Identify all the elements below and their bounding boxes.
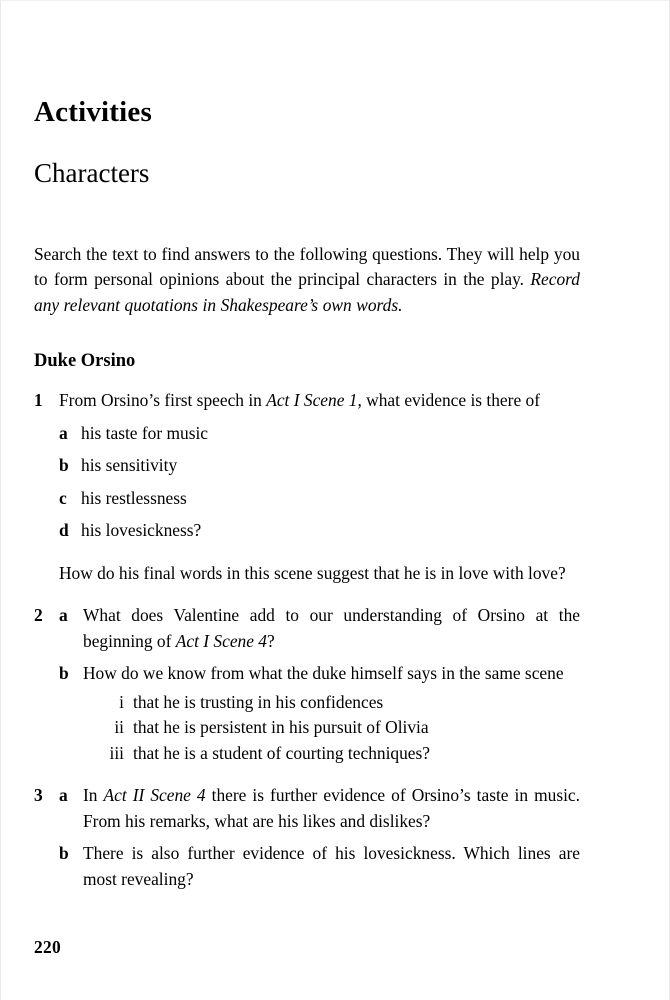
question-2-roman-list: [83, 690, 580, 767]
question-1-options: [59, 421, 580, 544]
part-a-reference: Act I Scene 4: [175, 630, 267, 651]
list-item: [59, 453, 580, 479]
roman-marker-i: i: [119, 691, 124, 712]
intro-paragraph: [34, 189, 580, 319]
part-a-reference: Act II Scene 4: [103, 785, 206, 806]
intro-roman-text: Search the text to find answers to the following questions. They will help you to form personal opinions about the principal characters in the play.: [34, 243, 580, 290]
question-3-number: 3: [34, 785, 43, 806]
roman-text-iii: that he is a student of courting techniques?: [133, 742, 431, 763]
question-3: [34, 783, 580, 892]
roman-marker-ii: ii: [114, 717, 124, 738]
page-content: [34, 1, 580, 892]
question-1-number: 1: [34, 390, 43, 411]
page-title: Activities: [34, 96, 152, 128]
intro-italic-text: Record any relevant quotations in Shakespeare’s own words.: [34, 269, 580, 315]
page-subtitle: Characters: [34, 157, 150, 188]
question-2-part-a: [59, 603, 580, 654]
option-text-b: his sensitivity: [81, 455, 178, 476]
question-1-stem-reference: Act I Scene 1: [266, 390, 358, 411]
part-a-post: there is further evidence of Orsino’s taste in music. From his remarks, what are his likes and dislikes?: [83, 785, 580, 831]
list-item: [101, 715, 580, 741]
part-marker-b: b: [59, 843, 69, 864]
part-text-a: [83, 783, 580, 834]
option-marker-c: c: [59, 487, 67, 508]
roman-text-ii: that he is persistent in his pursuit of Olivia: [133, 717, 429, 738]
question-2-number: 2: [34, 605, 43, 626]
section-heading-duke-orsino: Duke Orsino: [34, 351, 136, 372]
list-item: [59, 421, 580, 447]
roman-text-i: that he is trusting in his confidences: [133, 691, 384, 712]
option-marker-d: d: [59, 520, 69, 541]
part-text-a: [83, 603, 580, 654]
question-1-stem-pre: From Orsino’s first speech in: [59, 390, 267, 411]
question-1-stem-post: , what evidence is there of: [357, 390, 540, 411]
part-marker-a: a: [59, 605, 68, 626]
question-3-part-a: [59, 783, 580, 834]
question-2: [34, 603, 580, 766]
part-marker-a: a: [59, 785, 68, 806]
question-3-part-b: [59, 841, 580, 892]
question-2-part-b: [59, 661, 580, 766]
list-item: [59, 518, 580, 544]
list-item: [59, 486, 580, 512]
question-1: [34, 388, 580, 586]
option-text-a: his taste for music: [81, 422, 209, 443]
option-marker-a: a: [59, 422, 68, 443]
list-item: [101, 690, 580, 716]
question-1-stem: [59, 388, 580, 414]
option-marker-b: b: [59, 455, 69, 476]
part-a-pre: In: [83, 785, 104, 806]
question-1-follow-up: How do his final words in this scene suggest that he is in love with love?: [59, 562, 566, 583]
roman-marker-iii: iii: [109, 742, 124, 763]
part-marker-b: b: [59, 663, 69, 684]
page-number: 220: [34, 937, 61, 957]
list-item: [101, 741, 580, 767]
option-text-d: his lovesickness?: [81, 520, 202, 541]
part-a-post: ?: [267, 630, 275, 651]
part-a-pre: What does Valentine add to our understanding of Orsino at the beginning of: [83, 605, 580, 651]
option-text-c: his restlessness: [81, 487, 187, 508]
part-text-b: How do we know from what the duke himself says in the same scene: [83, 663, 564, 684]
part-text-b: There is also further evidence of his lovesickness. Which lines are most revealing?: [83, 843, 580, 889]
